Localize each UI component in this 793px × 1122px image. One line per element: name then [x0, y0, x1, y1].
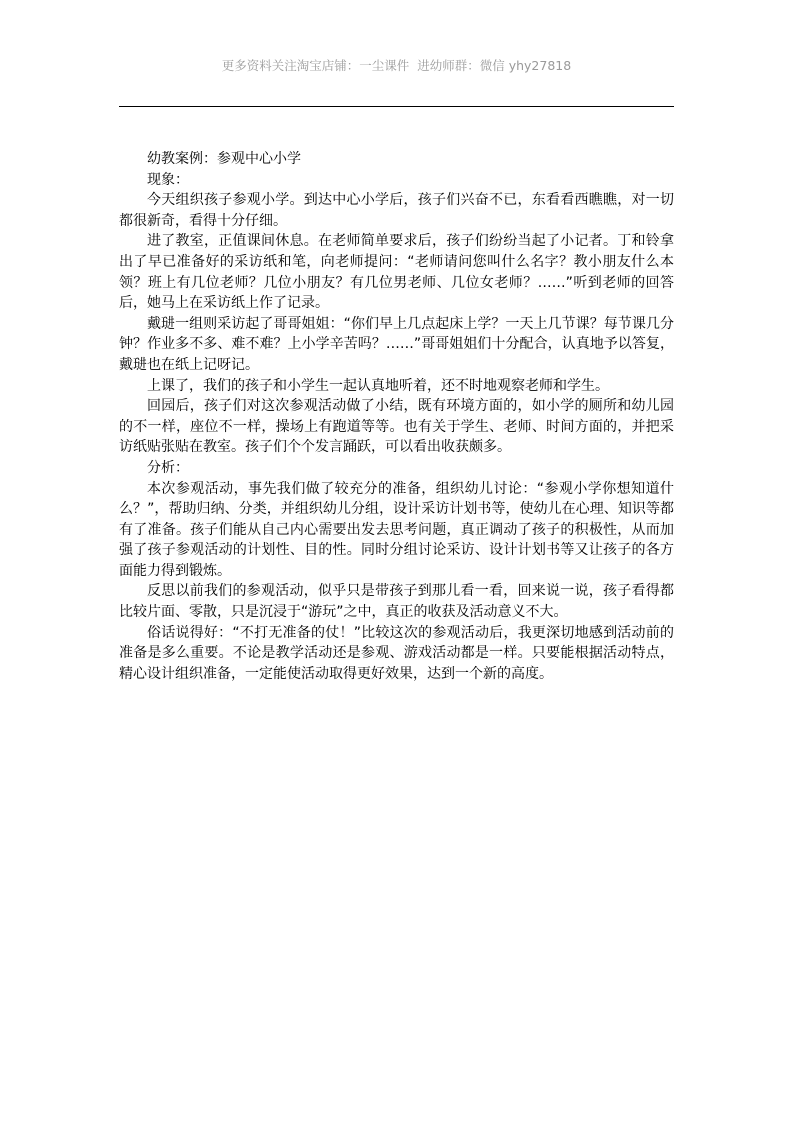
header-divider: [119, 106, 674, 107]
paragraph-heading-phenomenon: 现象：: [147, 171, 189, 188]
paragraph: 进了教室，正值课间休息。在老师简单要求后，孩子们纷纷当起了小记者。丁和铃拿出了早已准备好的采访纸和笔，向老师提问：“老师请问您叫什么名字？教小朋友什么本领？班上有几位老师？几位小朋友？有几位男老师、几位女老师？……”听到老师的回答后，她马上在采访纸上作了记录。: [119, 233, 674, 312]
paragraph: 俗话说得好：“不打无准备的仗！”比较这次的参观活动后，我更深切地感到活动前的准备是多么重要。不论是教学活动还是参观、游戏活动都是一样。只要能根据活动特点，精心设计组织准备，一定能使活动取得更好效果，达到一个新的高度。: [119, 624, 674, 682]
paragraph: 上课了，我们的孩子和小学生一起认真地听着，还不时地观察老师和学生。: [147, 377, 609, 394]
document-title: 幼教案例：参观中心小学: [147, 151, 301, 167]
paragraph-heading-analysis: 分析：: [147, 459, 189, 476]
document-body: [119, 149, 674, 684]
paragraph: 反思以前我们的参观活动，似乎只是带孩子到那儿看一看，回来说一说，孩子看得都比较片面、零散，只是沉浸于“游玩”之中，真正的收获及活动意义不大。: [119, 583, 674, 621]
paragraph: 本次参观活动，事先我们做了较充分的准备，组织幼儿讨论：“参观小学你想知道什么？”，帮助归纳、分类，并组织幼儿分组，设计采访计划书等，使幼儿在心理、知识等都有了准备。孩子们能从自己内心需要出发去思考问题，真正调动了孩子的积极性，从而加强了孩子参观活动的计划性、目的性。同时分组讨论采访、设计计划书等又让孩子的各方面能力得到锻炼。: [119, 480, 674, 579]
page-header: 更多资料关注淘宝店铺：一尘课件 进幼师群：微信 yhy27818: [221, 58, 572, 73]
paragraph: 回园后，孩子们对这次参观活动做了小结，既有环境方面的，如小学的厕所和幼儿园的不一样，座位不一样，操场上有跑道等等。也有关于学生、老师、时间方面的，并把采访纸贴张贴在教室。孩子们个个发言踊跃，可以看出收获颇多。: [119, 398, 674, 456]
paragraph: 戴琎一组则采访起了哥哥姐姐：“你们早上几点起床上学？一天上几节课？每节课几分钟？作业多不多、难不难？上小学辛苦吗？……”哥哥姐姐们十分配合，认真地予以答复，戴琎也在纸上记呀记。: [119, 315, 674, 373]
paragraph: 今天组织孩子参观小学。到达中心小学后，孩子们兴奋不已，东看看西瞧瞧，对一切都很新奇，看得十分仔细。: [119, 192, 674, 229]
